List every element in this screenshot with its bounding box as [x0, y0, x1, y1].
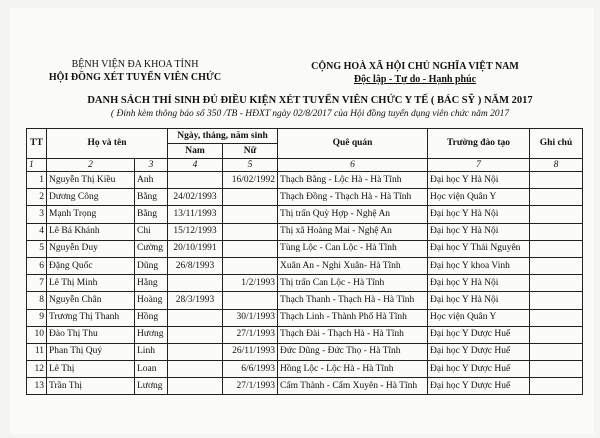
national-motto: Độc lập - Tự do - Hạnh phúc — [353, 74, 477, 85]
hometown-cell: Hồng Lộc - Lộc Hà - Hà Tĩnh — [278, 361, 428, 378]
header-note: Ghi chú — [530, 129, 583, 159]
last-name-cell: Trương Thị Thanh — [47, 309, 135, 326]
first-name-cell: Hằng — [135, 275, 168, 292]
header-dob: Ngày, tháng, năm sinh — [168, 129, 278, 144]
row-number: 6 — [27, 257, 47, 274]
last-name-cell: Nguyễn Chân — [47, 292, 135, 309]
candidate-table — [26, 128, 583, 395]
row-number: 4 — [27, 223, 47, 240]
hometown-cell: Thạch Thanh - Thạch Hà - Hà Tĩnh — [278, 292, 428, 309]
hometown-cell: Đức Dũng - Đức Thọ - Hà Tĩnh — [278, 343, 428, 360]
last-name-cell: Phan Thị Quý — [47, 343, 135, 360]
table-row — [27, 206, 583, 223]
hometown-cell: Thị xã Hoàng Mai - Nghệ An — [278, 223, 428, 240]
last-name-cell: Trần Thị — [47, 378, 135, 395]
first-name-cell: Anh — [135, 172, 168, 189]
dob-female-cell — [223, 292, 278, 309]
school-cell: Đại học Y khoa Vinh — [428, 257, 530, 274]
dob-female-cell — [223, 223, 278, 240]
school-cell: Đại học Y Hà Nội — [428, 275, 530, 292]
hometown-cell: Thị trấn Can Lộc - Hà Tĩnh — [278, 275, 428, 292]
dob-male-cell — [168, 309, 223, 326]
note-cell — [530, 257, 583, 274]
dob-male-cell: 28/3/1993 — [168, 292, 223, 309]
header-hometown: Quê quán — [278, 129, 428, 159]
hometown-cell: Thạch Bằng - Lộc Hà - Hà Tĩnh — [278, 172, 428, 189]
first-name-cell: Hoàng — [135, 292, 168, 309]
table-row — [27, 292, 583, 309]
dob-female-cell — [223, 240, 278, 257]
note-cell — [530, 361, 583, 378]
dob-female-cell: 27/1/1993 — [223, 326, 278, 343]
dob-female-cell: 16/02/1992 — [223, 172, 278, 189]
school-cell: Đại học Y Dược Huế — [428, 326, 530, 343]
column-index: 2 — [47, 159, 135, 172]
dob-male-cell — [168, 326, 223, 343]
last-name-cell: Nguyễn Thị Kiều — [47, 172, 135, 189]
table-row — [27, 343, 583, 360]
last-name-cell: Mạnh Trọng — [47, 206, 135, 223]
national-header — [290, 60, 540, 86]
table-row — [27, 240, 583, 257]
first-name-cell: Linh — [135, 343, 168, 360]
hometown-cell: Thạch Linh - Thành Phố Hà Tĩnh — [278, 309, 428, 326]
row-number: 2 — [27, 189, 47, 206]
header-male: Nam — [168, 144, 223, 159]
dob-male-cell — [168, 275, 223, 292]
column-index: 3 — [135, 159, 168, 172]
nation-name: CỘNG HOÀ XÃ HỘI CHỦ NGHĨA VIỆT NAM — [311, 61, 519, 72]
header-female: Nữ — [223, 144, 278, 159]
note-cell — [530, 309, 583, 326]
dob-female-cell: 27/1/1993 — [223, 378, 278, 395]
note-cell — [530, 378, 583, 395]
last-name-cell: Lê Bá Khánh — [47, 223, 135, 240]
last-name-cell: Lê Thị Minh — [47, 275, 135, 292]
hometown-cell: Tùng Lộc - Can Lộc - Hà Tĩnh — [278, 240, 428, 257]
hometown-cell: Thạch Đồng - Thạch Hà - Hà Tĩnh — [278, 189, 428, 206]
last-name-cell: Nguyễn Duy — [47, 240, 135, 257]
hometown-cell: Thị trấn Quỳ Hợp - Nghệ An — [278, 206, 428, 223]
school-cell: Đại học Y Hà Nội — [428, 206, 530, 223]
dob-male-cell: 15/12/1993 — [168, 223, 223, 240]
title-block — [40, 94, 580, 121]
dob-female-cell — [223, 206, 278, 223]
header-tt: TT — [27, 129, 47, 159]
dob-female-cell: 6/6/1993 — [223, 361, 278, 378]
table-row — [27, 172, 583, 189]
school-cell: Đại học Y Hà Nội — [428, 223, 530, 240]
document-subtitle: ( Đính kèm thông báo số 350 /TB - HĐXT ngày 02/8/2017 của Hội đồng tuyển dụng viên chức năm 2017 — [110, 109, 510, 119]
dob-male-cell: 20/10/1991 — [168, 240, 223, 257]
row-number: 11 — [27, 343, 47, 360]
column-index-row — [27, 159, 583, 172]
table-row — [27, 275, 583, 292]
row-number: 3 — [27, 206, 47, 223]
dob-female-cell: 26/11/1993 — [223, 343, 278, 360]
organization-header — [40, 58, 230, 84]
first-name-cell: Hồng — [135, 309, 168, 326]
org-line-2: HỘI ĐỒNG XÉT TUYỂN VIÊN CHỨC — [48, 72, 222, 83]
last-name-cell: Đào Thị Thu — [47, 326, 135, 343]
dob-male-cell: 24/02/1993 — [168, 189, 223, 206]
row-number: 9 — [27, 309, 47, 326]
note-cell — [530, 343, 583, 360]
header-name: Họ và tên — [47, 129, 168, 159]
school-cell: Đại học Y Dược Huế — [428, 343, 530, 360]
row-number: 10 — [27, 326, 47, 343]
note-cell — [530, 172, 583, 189]
row-number: 12 — [27, 361, 47, 378]
first-name-cell: Cường — [135, 240, 168, 257]
last-name-cell: Đặng Quốc — [47, 257, 135, 274]
row-number: 5 — [27, 240, 47, 257]
first-name-cell: Bằng — [135, 189, 168, 206]
dob-female-cell — [223, 189, 278, 206]
school-cell: Học viện Quân Y — [428, 309, 530, 326]
row-number: 7 — [27, 275, 47, 292]
last-name-cell: Lê Thị — [47, 361, 135, 378]
first-name-cell: Chi — [135, 223, 168, 240]
dob-female-cell: 1/2/1993 — [223, 275, 278, 292]
document-title: DANH SÁCH THÍ SINH ĐỦ ĐIỀU KIỆN XÉT TUYỂN VIÊN CHỨC Y TẾ ( BÁC SỸ ) NĂM 2017 — [87, 95, 533, 106]
row-number: 8 — [27, 292, 47, 309]
school-cell: Đại học Y Dược Huế — [428, 378, 530, 395]
first-name-cell: Bằng — [135, 206, 168, 223]
table-row — [27, 189, 583, 206]
table-row — [27, 257, 583, 274]
note-cell — [530, 240, 583, 257]
hometown-cell: Cẩm Thành - Cẩm Xuyên - Hà Tĩnh — [278, 378, 428, 395]
table-row — [27, 361, 583, 378]
dob-male-cell — [168, 378, 223, 395]
dob-male-cell — [168, 172, 223, 189]
school-cell: Học viện Quân Y — [428, 189, 530, 206]
first-name-cell: Lương — [135, 378, 168, 395]
org-line-1: BỆNH VIỆN ĐA KHOA TỈNH — [71, 59, 199, 70]
school-cell: Đại học Y Hà Nội — [428, 172, 530, 189]
last-name-cell: Dương Công — [47, 189, 135, 206]
dob-male-cell: 13/11/1993 — [168, 206, 223, 223]
row-number: 13 — [27, 378, 47, 395]
column-index: 6 — [278, 159, 428, 172]
dob-male-cell — [168, 343, 223, 360]
table-row — [27, 378, 583, 395]
note-cell — [530, 275, 583, 292]
column-index: 7 — [428, 159, 530, 172]
note-cell — [530, 292, 583, 309]
hometown-cell: Xuân An - Nghi Xuân- Hà Tĩnh — [278, 257, 428, 274]
note-cell — [530, 206, 583, 223]
school-cell: Đại học Y Dược Huế — [428, 361, 530, 378]
row-number: 1 — [27, 172, 47, 189]
column-index: 4 — [168, 159, 223, 172]
first-name-cell: Dũng — [135, 257, 168, 274]
header-school: Trường đào tạo — [428, 129, 530, 159]
column-index: 5 — [223, 159, 278, 172]
table-row — [27, 223, 583, 240]
first-name-cell: Hương — [135, 326, 168, 343]
school-cell: Đại học Y Thái Nguyên — [428, 240, 530, 257]
table-row — [27, 309, 583, 326]
column-index: 1 — [27, 159, 47, 172]
column-index: 8 — [530, 159, 583, 172]
note-cell — [530, 223, 583, 240]
dob-female-cell — [223, 257, 278, 274]
note-cell — [530, 189, 583, 206]
school-cell: Đại học Y Hà Nội — [428, 292, 530, 309]
note-cell — [530, 326, 583, 343]
dob-female-cell: 30/1/1993 — [223, 309, 278, 326]
hometown-cell: Thạch Đài - Thạch Hà - Hà Tĩnh — [278, 326, 428, 343]
first-name-cell: Loan — [135, 361, 168, 378]
dob-male-cell: 26/8/1993 — [168, 257, 223, 274]
dob-male-cell — [168, 361, 223, 378]
table-row — [27, 326, 583, 343]
